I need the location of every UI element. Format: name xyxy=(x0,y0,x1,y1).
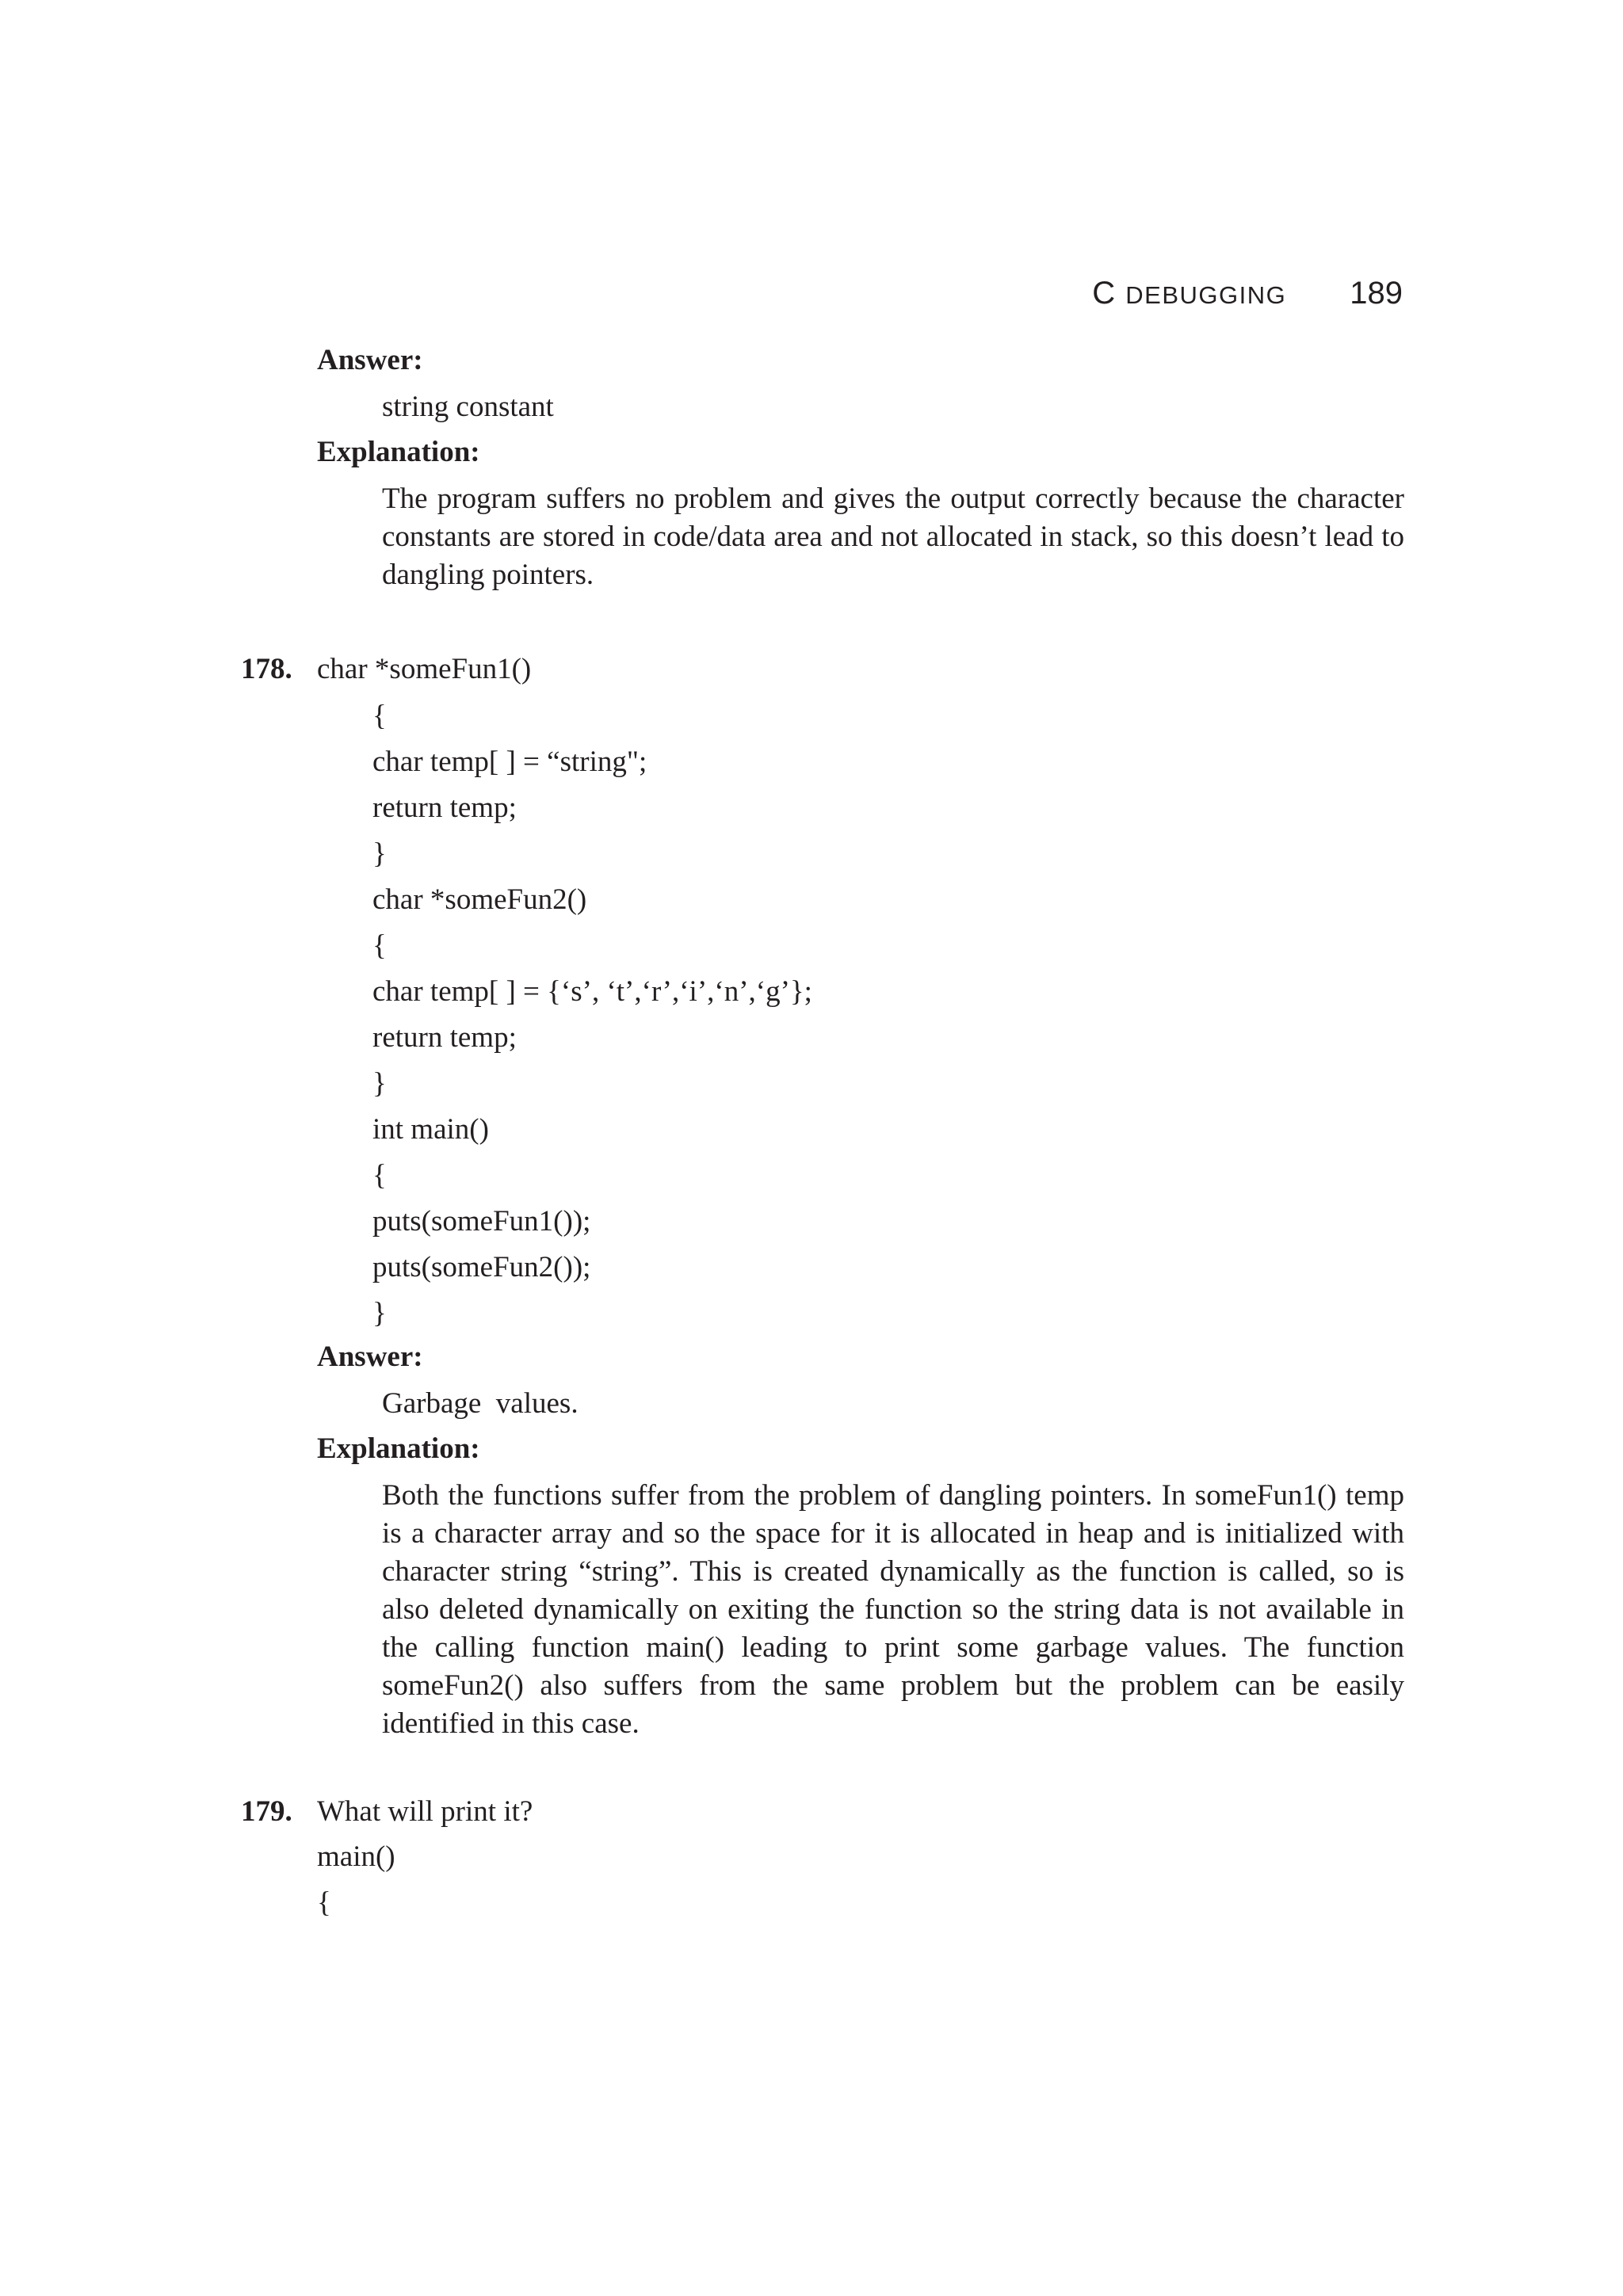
code-line: char temp[ ] = “string"; xyxy=(372,746,647,778)
code-line: } xyxy=(372,837,387,870)
code-line: { xyxy=(372,1159,387,1192)
chapter-title-text: DEBUGGING xyxy=(1125,281,1287,309)
code-line: main() xyxy=(317,1840,395,1873)
code-line: puts(someFun2()); xyxy=(372,1251,591,1283)
chapter-initial: C xyxy=(1092,276,1126,311)
code-block xyxy=(317,1834,395,1926)
question-number: 178. xyxy=(241,653,292,685)
answer-label: Answer: xyxy=(317,344,423,376)
code-line: return temp; xyxy=(372,791,517,824)
code-block xyxy=(372,693,812,1337)
code-line: puts(someFun1()); xyxy=(372,1205,591,1238)
code-line: { xyxy=(372,700,387,732)
page-number: 189 xyxy=(1350,276,1403,311)
question-text: What will print it? xyxy=(317,1795,533,1828)
answer-text: Garbage values. xyxy=(382,1387,579,1420)
code-line: char temp[ ] = {‘s’, ‘t’,‘r’,‘i’,‘n’,‘g’}; xyxy=(372,975,812,1008)
explanation-text: The program suffers no problem and gives the output correctly because the character constants are stored in code/data area and not allocated in stack, so this doesn’t lead to dangling pointers. xyxy=(382,482,1404,591)
answer-text: string constant xyxy=(382,391,554,423)
question-number: 179. xyxy=(241,1795,292,1828)
chapter-title xyxy=(1092,276,1286,311)
code-line: char *someFun2() xyxy=(372,883,587,916)
answer-label: Answer: xyxy=(317,1341,423,1373)
code-first-line: char *someFun1() xyxy=(317,653,532,685)
code-line: } xyxy=(372,1297,387,1329)
code-line: { xyxy=(372,929,387,962)
explanation-label: Explanation: xyxy=(317,1432,480,1465)
explanation-text: Both the functions suffer from the problem of dangling pointers. In someFun1() temp is a character array and so the space for it is allocated in heap and is initialized with character string “string”. This is created dynamically as the function is called, so is also deleted dynamically on exiting the function so the string data is not available in the calling function main() leading to print some garbage values. The function someFun2() also suffers from the same problem but the problem can be easily identified in this case. xyxy=(382,1479,1404,1740)
code-line: { xyxy=(317,1886,331,1919)
explanation-label: Explanation: xyxy=(317,436,480,468)
code-line: return temp; xyxy=(372,1021,517,1054)
code-line: } xyxy=(372,1067,387,1100)
code-line: int main() xyxy=(372,1113,489,1146)
running-head xyxy=(951,276,1403,323)
